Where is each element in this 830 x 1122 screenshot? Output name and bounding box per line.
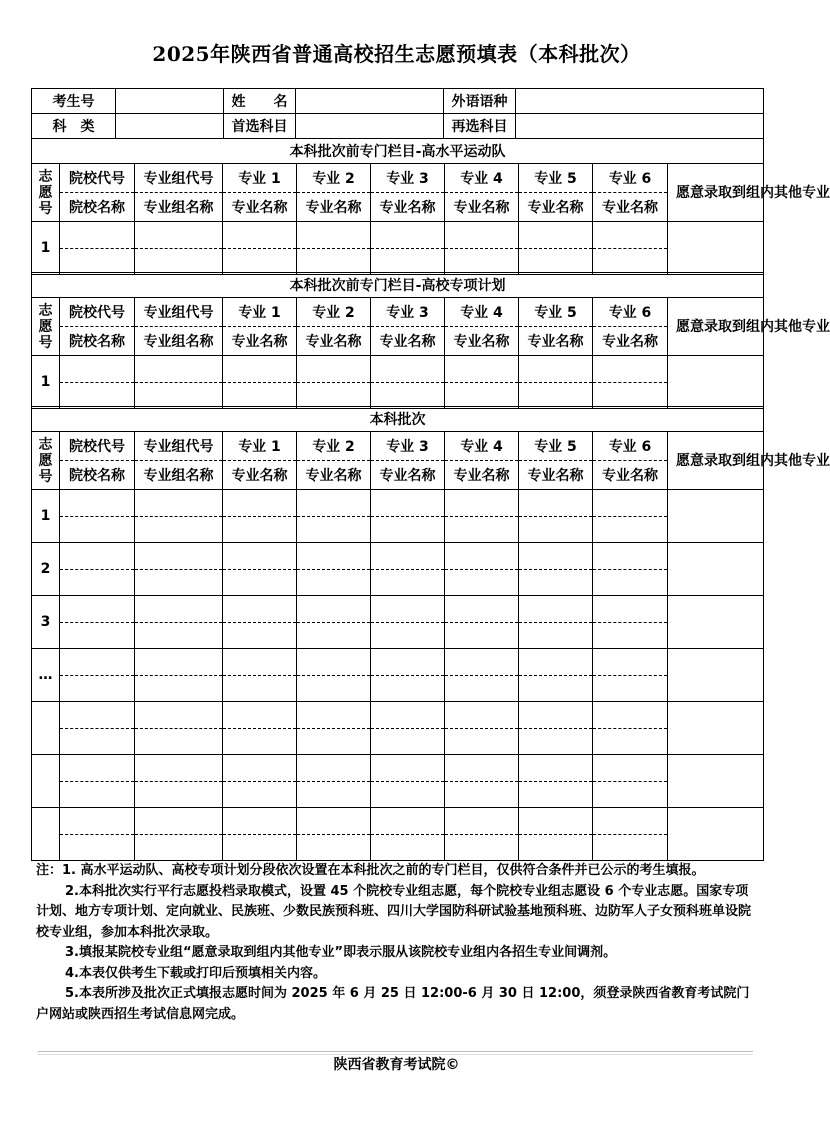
major-6-code-field[interactable] <box>593 649 668 676</box>
group-code-field[interactable] <box>135 543 223 570</box>
note-4: 4.本表仅供考生下载或打印后预填相关内容。 <box>65 965 326 981</box>
group-name-header: 专业组名称 <box>135 461 223 490</box>
major-6-code-field[interactable] <box>593 356 668 383</box>
major-3-code-field[interactable] <box>371 490 445 517</box>
major-4-code-field[interactable] <box>445 755 519 782</box>
major-5-name-field[interactable] <box>519 781 593 808</box>
school-code-field[interactable] <box>60 702 135 729</box>
category-field[interactable] <box>116 114 224 139</box>
major-5-name-header: 专业名称 <box>519 327 593 356</box>
major-5-code-field[interactable] <box>519 596 593 623</box>
major-3-name-field[interactable] <box>371 516 445 543</box>
major-2-code-field[interactable] <box>297 808 371 835</box>
major-5-name-field[interactable] <box>519 248 593 275</box>
group-name-field[interactable] <box>135 675 223 702</box>
major-1-header: 专业 1 <box>223 164 297 193</box>
accept-others-field[interactable] <box>668 543 764 596</box>
major-6-code-field[interactable] <box>593 702 668 729</box>
section-title: 本科批次 <box>32 407 764 432</box>
major-2-name-header: 专业名称 <box>297 193 371 222</box>
name-label: 姓 名 <box>224 89 296 114</box>
major-5-header: 专业 5 <box>519 164 593 193</box>
school-name-field[interactable] <box>60 781 135 808</box>
accept-others-field[interactable] <box>668 808 764 861</box>
header-row-codes <box>32 164 764 193</box>
major-3-name-field[interactable] <box>371 248 445 275</box>
group-code-header: 专业组代号 <box>135 298 223 327</box>
wish-row-names <box>32 781 764 808</box>
major-3-name-field[interactable] <box>371 569 445 596</box>
major-2-name-field[interactable] <box>297 675 371 702</box>
accept-others-field[interactable] <box>668 596 764 649</box>
major-5-name-header: 专业名称 <box>519 461 593 490</box>
major-1-name-header: 专业名称 <box>223 193 297 222</box>
wish-row <box>32 596 764 623</box>
wish-no-header: 志 愿 号 <box>32 164 60 222</box>
school-name-header: 院校名称 <box>60 327 135 356</box>
major-2-code-field[interactable] <box>297 702 371 729</box>
major-6-code-field[interactable] <box>593 490 668 517</box>
language-label: 外语语种 <box>444 89 516 114</box>
major-3-name-header: 专业名称 <box>371 327 445 356</box>
wish-section-1 <box>31 138 830 275</box>
school-code-header: 院校代号 <box>60 164 135 193</box>
wish-row-names <box>32 728 764 755</box>
major-4-name-field[interactable] <box>445 248 519 275</box>
group-name-field[interactable] <box>135 781 223 808</box>
group-code-field[interactable] <box>135 356 223 383</box>
major-1-name-field[interactable] <box>223 781 297 808</box>
accept-others-field[interactable] <box>668 490 764 543</box>
wish-row <box>32 702 764 729</box>
second-subject-label: 再选科目 <box>444 114 516 139</box>
note-1: 注：1. 高水平运动队、高校专项计划分段依次设置在本科批次之前的专门栏目，仅供符合条件并已公示的考生填报。 <box>36 863 705 878</box>
major-2-code-field[interactable] <box>297 490 371 517</box>
wish-section-2 <box>31 272 830 409</box>
accept-others-header: 愿意录取到组内其他专业 <box>668 164 764 222</box>
major-3-name-field[interactable] <box>371 675 445 702</box>
exam-no-label: 考生号 <box>32 89 116 114</box>
major-1-name-field[interactable] <box>223 569 297 596</box>
major-6-header: 专业 6 <box>593 164 668 193</box>
group-code-field[interactable] <box>135 702 223 729</box>
section-title: 本科批次前专门栏目-高水平运动队 <box>32 139 764 164</box>
major-6-name-field[interactable] <box>593 248 668 275</box>
school-name-field[interactable] <box>60 248 135 275</box>
major-5-header: 专业 5 <box>519 298 593 327</box>
major-6-code-field[interactable] <box>593 808 668 835</box>
major-1-header: 专业 1 <box>223 432 297 461</box>
school-code-field[interactable] <box>60 356 135 383</box>
major-2-header: 专业 2 <box>297 164 371 193</box>
major-2-name-field[interactable] <box>297 248 371 275</box>
major-4-code-field[interactable] <box>445 490 519 517</box>
group-name-field[interactable] <box>135 569 223 596</box>
school-name-field[interactable] <box>60 516 135 543</box>
school-name-header: 院校名称 <box>60 461 135 490</box>
major-2-name-header: 专业名称 <box>297 461 371 490</box>
major-5-code-field[interactable] <box>519 356 593 383</box>
note-3: 3.填报某院校专业组“愿意录取到组内其他专业”即表示服从该院校专业组内各招生专业间调剂。 <box>65 945 617 960</box>
major-5-name-field[interactable] <box>519 516 593 543</box>
major-4-name-field[interactable] <box>445 675 519 702</box>
major-6-name-header: 专业名称 <box>593 461 668 490</box>
wish-number: 1 <box>32 356 60 409</box>
major-1-name-header: 专业名称 <box>223 327 297 356</box>
major-3-name-field[interactable] <box>371 622 445 649</box>
section-title-row <box>32 407 764 432</box>
group-code-field[interactable] <box>135 490 223 517</box>
wish-number: … <box>32 649 60 702</box>
header-row-names <box>32 461 764 490</box>
wish-row-names <box>32 675 764 702</box>
major-4-name-field[interactable] <box>445 834 519 861</box>
major-6-name-field[interactable] <box>593 675 668 702</box>
major-4-name-field[interactable] <box>445 569 519 596</box>
major-2-header: 专业 2 <box>297 298 371 327</box>
major-2-name-field[interactable] <box>297 382 371 409</box>
major-5-code-field[interactable] <box>519 702 593 729</box>
major-3-name-field[interactable] <box>371 781 445 808</box>
group-code-field[interactable] <box>135 755 223 782</box>
major-3-code-field[interactable] <box>371 755 445 782</box>
group-code-header: 专业组代号 <box>135 164 223 193</box>
note-2: 2.本科批次实行平行志愿投档录取模式，设置 45 个院校专业组志愿，每个院校专业组志愿设 6 个专业志愿。国家专项计划、地方专项计划、定向就业、民族班、少数民族预科班、四川大学国防科研试验基地预科班、边防军人子女预科班单设院校专业组，参加本科批次录取。 <box>36 883 752 940</box>
wish-row <box>32 356 764 383</box>
school-code-field[interactable] <box>60 222 135 249</box>
major-1-code-field[interactable] <box>223 596 297 623</box>
major-4-header: 专业 4 <box>445 298 519 327</box>
major-5-name-field[interactable] <box>519 834 593 861</box>
major-6-header: 专业 6 <box>593 432 668 461</box>
group-name-field[interactable] <box>135 622 223 649</box>
major-2-name-field[interactable] <box>297 622 371 649</box>
school-name-field[interactable] <box>60 675 135 702</box>
name-field[interactable] <box>296 89 444 114</box>
wish-row-names <box>32 569 764 596</box>
wish-number <box>32 755 60 808</box>
major-4-name-field[interactable] <box>445 781 519 808</box>
major-1-code-field[interactable] <box>223 222 297 249</box>
major-1-code-field[interactable] <box>223 755 297 782</box>
major-4-code-field[interactable] <box>445 543 519 570</box>
major-4-code-field[interactable] <box>445 596 519 623</box>
school-code-field[interactable] <box>60 490 135 517</box>
major-6-name-header: 专业名称 <box>593 193 668 222</box>
wish-row <box>32 649 764 676</box>
major-1-code-field[interactable] <box>223 543 297 570</box>
major-1-name-field[interactable] <box>223 675 297 702</box>
major-3-name-field[interactable] <box>371 382 445 409</box>
major-4-header: 专业 4 <box>445 164 519 193</box>
wish-row <box>32 490 764 517</box>
major-3-header: 专业 3 <box>371 298 445 327</box>
school-name-field[interactable] <box>60 622 135 649</box>
group-code-header: 专业组代号 <box>135 432 223 461</box>
major-3-name-field[interactable] <box>371 728 445 755</box>
major-1-name-field[interactable] <box>223 248 297 275</box>
wish-row-names <box>32 622 764 649</box>
group-name-field[interactable] <box>135 834 223 861</box>
accept-others-field[interactable] <box>668 755 764 808</box>
wish-no-header: 志 愿 号 <box>32 432 60 490</box>
wish-row <box>32 755 764 782</box>
section-title-row <box>32 273 764 298</box>
major-6-name-field[interactable] <box>593 516 668 543</box>
major-1-name-header: 专业名称 <box>223 461 297 490</box>
major-4-code-field[interactable] <box>445 702 519 729</box>
school-code-field[interactable] <box>60 649 135 676</box>
major-3-header: 专业 3 <box>371 432 445 461</box>
major-2-name-header: 专业名称 <box>297 327 371 356</box>
major-6-name-field[interactable] <box>593 382 668 409</box>
major-2-name-field[interactable] <box>297 728 371 755</box>
major-3-code-field[interactable] <box>371 596 445 623</box>
major-6-code-field[interactable] <box>593 222 668 249</box>
major-3-code-field[interactable] <box>371 702 445 729</box>
wish-row-names <box>32 248 764 275</box>
wish-number: 1 <box>32 490 60 543</box>
major-5-name-field[interactable] <box>519 675 593 702</box>
major-1-name-field[interactable] <box>223 516 297 543</box>
major-4-name-field[interactable] <box>445 728 519 755</box>
footer-copyright: 陕西省教育考试院© <box>333 1057 460 1073</box>
wish-row <box>32 222 764 249</box>
group-name-field[interactable] <box>135 728 223 755</box>
major-4-code-field[interactable] <box>445 649 519 676</box>
major-2-name-field[interactable] <box>297 834 371 861</box>
major-5-name-field[interactable] <box>519 728 593 755</box>
major-4-code-field[interactable] <box>445 356 519 383</box>
school-code-field[interactable] <box>60 808 135 835</box>
major-5-name-header: 专业名称 <box>519 193 593 222</box>
header-row-names <box>32 193 764 222</box>
info-row-1 <box>32 89 764 114</box>
major-2-header: 专业 2 <box>297 432 371 461</box>
major-6-name-field[interactable] <box>593 781 668 808</box>
header-row-codes <box>32 432 764 461</box>
school-code-header: 院校代号 <box>60 298 135 327</box>
major-2-name-field[interactable] <box>297 516 371 543</box>
wish-number <box>32 702 60 755</box>
major-4-name-field[interactable] <box>445 382 519 409</box>
accept-others-field[interactable] <box>668 649 764 702</box>
major-1-name-field[interactable] <box>223 728 297 755</box>
school-name-header: 院校名称 <box>60 193 135 222</box>
major-2-code-field[interactable] <box>297 755 371 782</box>
major-1-name-field[interactable] <box>223 834 297 861</box>
major-4-name-header: 专业名称 <box>445 327 519 356</box>
accept-others-field[interactable] <box>668 356 764 409</box>
exam-no-field[interactable] <box>116 89 224 114</box>
major-4-code-field[interactable] <box>445 808 519 835</box>
major-3-code-field[interactable] <box>371 356 445 383</box>
first-subject-field[interactable] <box>296 114 444 139</box>
major-2-code-field[interactable] <box>297 596 371 623</box>
first-subject-label: 首选科目 <box>224 114 296 139</box>
major-1-code-field[interactable] <box>223 808 297 835</box>
section-title: 本科批次前专门栏目-高校专项计划 <box>32 273 764 298</box>
major-3-name-header: 专业名称 <box>371 193 445 222</box>
major-5-code-field[interactable] <box>519 808 593 835</box>
group-name-header: 专业组名称 <box>135 193 223 222</box>
accept-others-field[interactable] <box>668 702 764 755</box>
major-3-code-field[interactable] <box>371 222 445 249</box>
accept-others-header: 愿意录取到组内其他专业 <box>668 432 764 490</box>
note-5: 5.本表所涉及批次正式填报志愿时间为 2025 年 6 月 25 日 12:00-6 月 30 日 12:00，须登录陕西省教育考试院门户网站或陕西招生考试信息网完成。 <box>36 986 750 1022</box>
school-code-header: 院校代号 <box>60 432 135 461</box>
major-1-name-field[interactable] <box>223 622 297 649</box>
major-3-code-field[interactable] <box>371 808 445 835</box>
major-6-code-field[interactable] <box>593 596 668 623</box>
page-title: 2025年陕西省普通高校招生志愿预填表（本科批次） <box>152 42 641 66</box>
major-3-name-field[interactable] <box>371 834 445 861</box>
wish-row-names <box>32 516 764 543</box>
major-6-header: 专业 6 <box>593 298 668 327</box>
wish-no-header: 志 愿 号 <box>32 298 60 356</box>
school-code-field[interactable] <box>60 755 135 782</box>
group-name-field[interactable] <box>135 516 223 543</box>
major-4-header: 专业 4 <box>445 432 519 461</box>
major-5-code-field[interactable] <box>519 490 593 517</box>
group-name-header: 专业组名称 <box>135 327 223 356</box>
major-2-code-field[interactable] <box>297 649 371 676</box>
header-row-names <box>32 327 764 356</box>
category-label: 科 类 <box>32 114 116 139</box>
header-row-codes <box>32 298 764 327</box>
major-3-code-field[interactable] <box>371 543 445 570</box>
major-5-name-field[interactable] <box>519 569 593 596</box>
info-row-2 <box>32 114 764 139</box>
language-field[interactable] <box>516 89 764 114</box>
major-3-header: 专业 3 <box>371 164 445 193</box>
major-4-name-header: 专业名称 <box>445 193 519 222</box>
wish-section-3 <box>31 406 830 861</box>
major-4-name-field[interactable] <box>445 622 519 649</box>
school-code-field[interactable] <box>60 596 135 623</box>
major-5-name-field[interactable] <box>519 622 593 649</box>
section-title-row <box>32 139 764 164</box>
school-name-field[interactable] <box>60 569 135 596</box>
candidate-info-table <box>31 88 764 139</box>
major-2-name-field[interactable] <box>297 569 371 596</box>
group-code-field[interactable] <box>135 808 223 835</box>
major-3-name-header: 专业名称 <box>371 461 445 490</box>
wish-number: 3 <box>32 596 60 649</box>
major-1-code-field[interactable] <box>223 702 297 729</box>
wish-number: 1 <box>32 222 60 275</box>
wish-row-names <box>32 382 764 409</box>
school-name-field[interactable] <box>60 834 135 861</box>
major-2-name-field[interactable] <box>297 781 371 808</box>
wish-row <box>32 808 764 835</box>
group-code-field[interactable] <box>135 222 223 249</box>
major-5-code-field[interactable] <box>519 755 593 782</box>
major-1-code-field[interactable] <box>223 490 297 517</box>
wish-row <box>32 543 764 570</box>
major-4-code-field[interactable] <box>445 222 519 249</box>
major-2-code-field[interactable] <box>297 356 371 383</box>
major-5-name-field[interactable] <box>519 382 593 409</box>
major-1-name-field[interactable] <box>223 382 297 409</box>
major-4-name-field[interactable] <box>445 516 519 543</box>
group-name-field[interactable] <box>135 382 223 409</box>
major-2-code-field[interactable] <box>297 543 371 570</box>
major-6-name-field[interactable] <box>593 622 668 649</box>
major-4-name-header: 专业名称 <box>445 461 519 490</box>
major-6-name-field[interactable] <box>593 569 668 596</box>
group-code-field[interactable] <box>135 649 223 676</box>
major-5-code-field[interactable] <box>519 543 593 570</box>
wish-number: 2 <box>32 543 60 596</box>
major-2-code-field[interactable] <box>297 222 371 249</box>
school-name-field[interactable] <box>60 382 135 409</box>
wish-row-names <box>32 834 764 861</box>
wish-number <box>32 808 60 861</box>
group-name-field[interactable] <box>135 248 223 275</box>
major-5-code-field[interactable] <box>519 649 593 676</box>
accept-others-header: 愿意录取到组内其他专业 <box>668 298 764 356</box>
major-1-header: 专业 1 <box>223 298 297 327</box>
major-6-code-field[interactable] <box>593 543 668 570</box>
second-subject-field[interactable] <box>516 114 764 139</box>
school-code-field[interactable] <box>60 543 135 570</box>
major-1-code-field[interactable] <box>223 649 297 676</box>
major-5-header: 专业 5 <box>519 432 593 461</box>
major-5-code-field[interactable] <box>519 222 593 249</box>
notes-block <box>36 861 758 1025</box>
accept-others-field[interactable] <box>668 222 764 275</box>
group-code-field[interactable] <box>135 596 223 623</box>
major-6-name-header: 专业名称 <box>593 327 668 356</box>
major-1-code-field[interactable] <box>223 356 297 383</box>
major-6-name-field[interactable] <box>593 834 668 861</box>
major-3-code-field[interactable] <box>371 649 445 676</box>
major-6-code-field[interactable] <box>593 755 668 782</box>
major-6-name-field[interactable] <box>593 728 668 755</box>
school-name-field[interactable] <box>60 728 135 755</box>
